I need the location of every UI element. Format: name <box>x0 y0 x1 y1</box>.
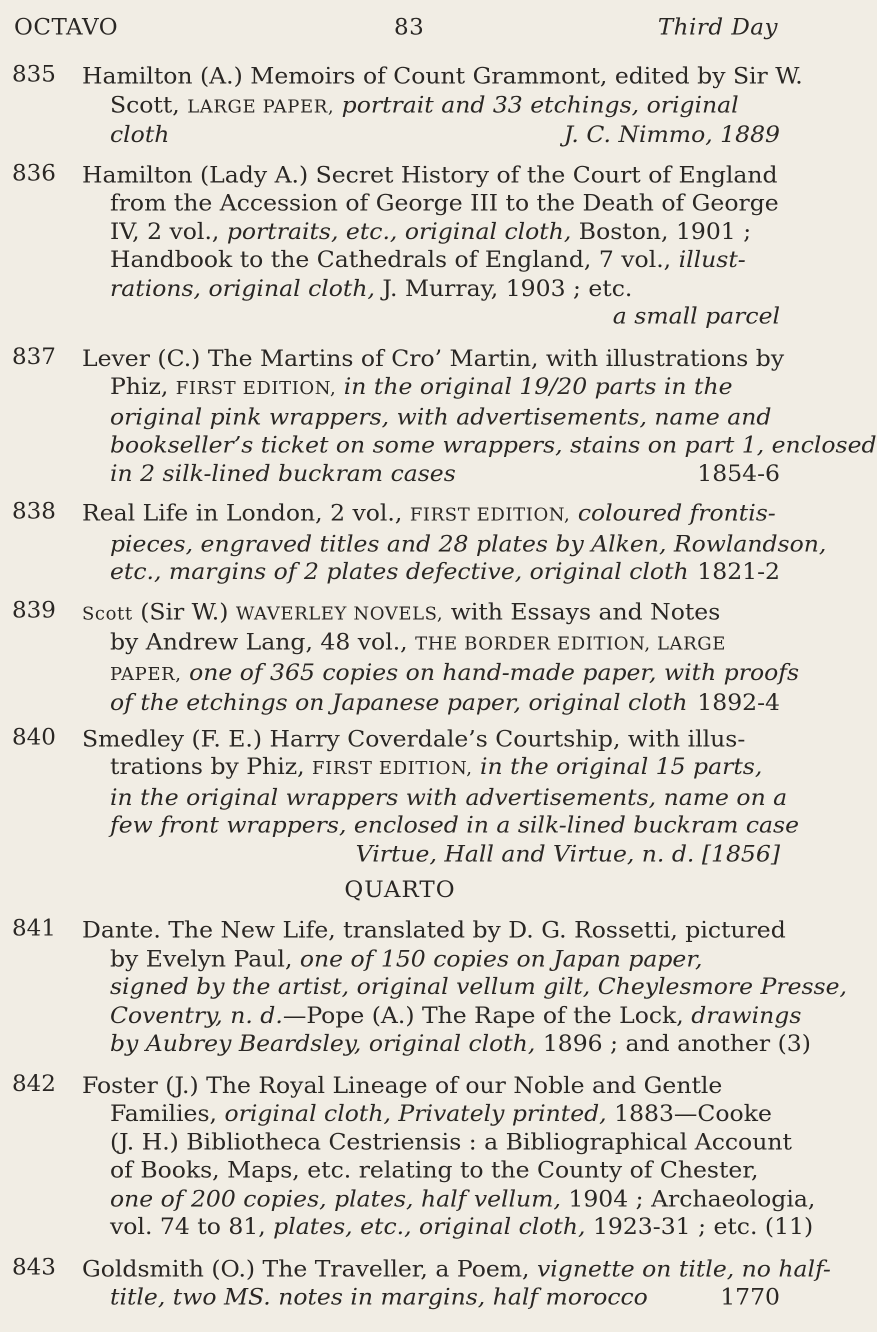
lot-number: 840 <box>12 724 56 750</box>
lot-number: 841 <box>12 916 56 942</box>
lot-description: Foster (J.) The Royal Lineage of our Noble and Gentle Families, original cloth, Privately printed, 1883—Cooke (J. H.) Bibliotheca Cestriensis : a Bibliographical Account of Books, Maps, etc. relating to the County of Chester, one of 200 copies, plates, half vellum, 1904 ; Archaeologia, vol. 74 to 81, plates, etc., original cloth, 1923-31 ; etc. (11) <box>82 1071 816 1240</box>
lot-number: 835 <box>12 62 56 88</box>
header-day: Third Day <box>657 15 778 41</box>
lot-number: 838 <box>12 499 56 525</box>
page-header <box>0 15 800 53</box>
lot-description: Hamilton (Lady A.) Secret History of the Court of England from the Accession of George III to the Death of George IV, 2 vol., portraits, etc., original cloth, Boston, 1901 ; Handbook to the Cathedrals of England, 7 vol., illust- rations, original cloth, J. Murray, 1903 ; etc. a small parcel <box>82 160 780 330</box>
lot-number: 839 <box>12 597 56 623</box>
section-title: QUARTO <box>344 877 456 903</box>
lot-number: 842 <box>12 1071 56 1097</box>
lot-number: 836 <box>12 160 56 186</box>
lot-description: Hamilton (A.) Memoirs of Count Grammont, edited by Sir W. Scott, LARGE PAPER, portrait and 33 etchings, original cloth J. C. Nimmo, 1889 <box>82 62 803 148</box>
lot-description: Goldsmith (O.) The Traveller, a Poem, vignette on title, no half- title, two MS. notes in margins, half morocco 1770 <box>82 1254 831 1311</box>
lot-description: Real Life in London, 2 vol., FIRST EDITION, coloured frontis- pieces, engraved titles and 28 plates by Alken, Rowlandson, etc., margins of 2 plates defective, original cloth 1821-2 <box>82 499 827 585</box>
lot-number: 843 <box>12 1254 56 1280</box>
lot-number: 837 <box>12 344 56 370</box>
lot-description: Lever (C.) The Martins of Cro’ Martin, with illustrations by Phiz, FIRST EDITION, in the original 19/20 parts in the original pink wrappers, with advertisements, name and bookseller’s ticket on some wrappers, stains on part 1, enclosed in 2 silk-lined buckram cases 1854-6 <box>82 344 877 487</box>
lot-description: Dante. The New Life, translated by D. G. Rossetti, pictured by Evelyn Paul, one of 150 copies on Japan paper, signed by the artist, original vellum gilt, Cheylesmore Presse, Coventry, n. d.—Pope (A.) The Rape of the Lock, drawings by Aubrey Beardsley, original cloth, 1896 ; and another (3) <box>82 916 847 1057</box>
lot-description: Smedley (F. E.) Harry Coverdale’s Courtship, with illus- trations by Phiz, FIRST EDITION, in the original 15 parts, in the original wrappers with advertisements, name on a few front wrappers, enclosed in a silk-lined buckram case Virtue, Hall and Virtue, n. d. [1856] <box>82 724 800 867</box>
header-format: OCTAVO <box>14 15 119 41</box>
page-number: 83 <box>394 15 425 41</box>
lot-description: Scott (Sir W.) WAVERLEY NOVELS, with Essays and Notes by Andrew Lang, 48 vol., THE BORDER EDITION, LARGE PAPER, one of 365 copies on hand-made paper, with proofs of the etchings on Japanese paper, original cloth 1892-4 <box>82 597 800 716</box>
